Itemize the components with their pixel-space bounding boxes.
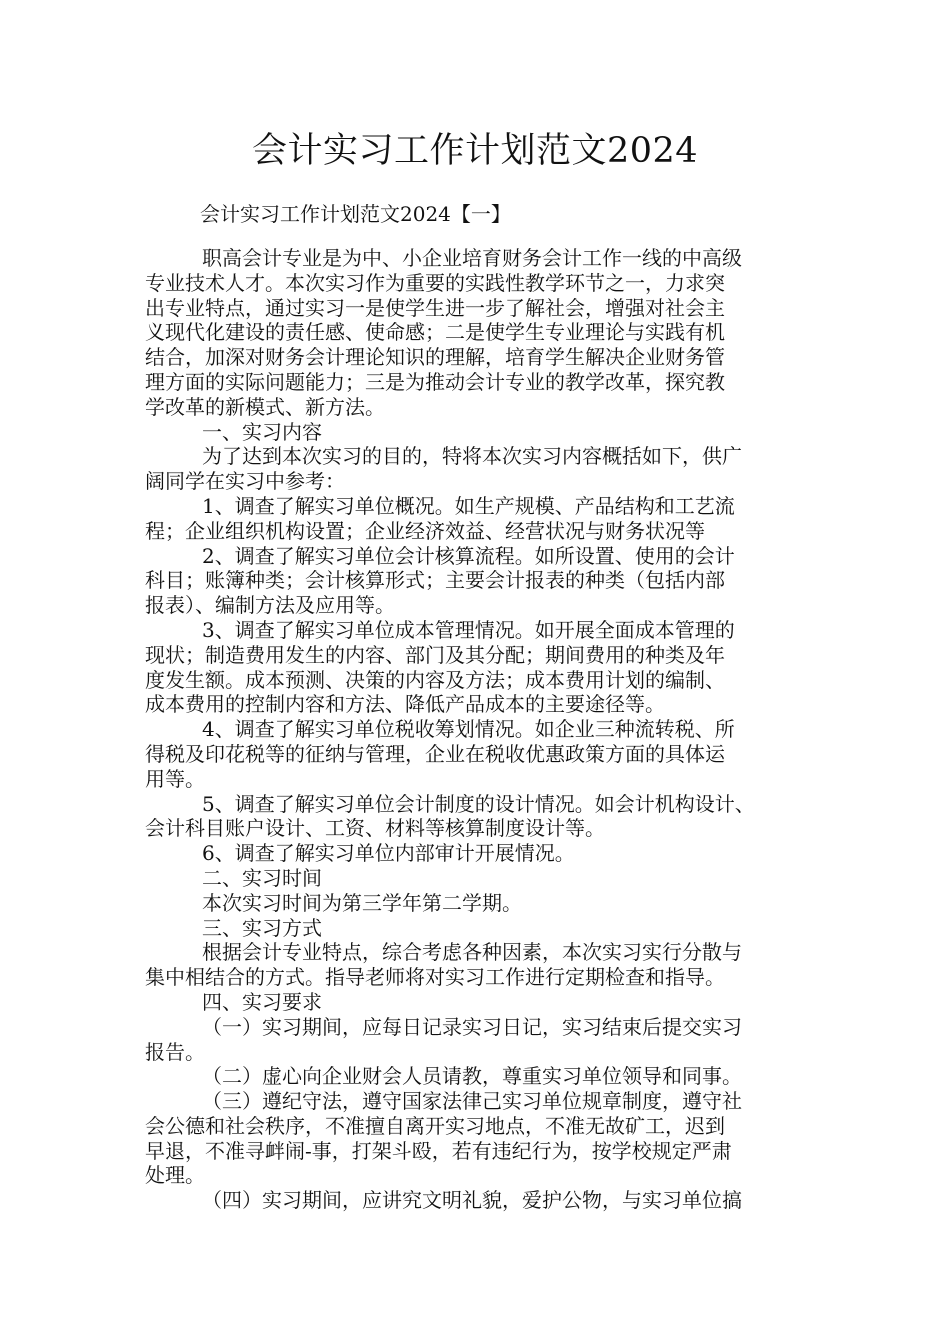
paragraph-line: 会计科目账户设计、工资、材料等核算制度设计等。 <box>145 816 605 841</box>
paragraph-line: 学改革的新模式、新方法。 <box>145 394 385 419</box>
paragraph-line: （一）实习期间，应每日记录实习日记，实习结束后提交实习 <box>202 1014 742 1039</box>
paragraph-line: 得税及印花税等的征纳与管理，企业在税收优惠政策方面的具体运 <box>145 741 725 766</box>
paragraph-line: 本次实习时间为第三学年第二学期。 <box>202 890 522 915</box>
paragraph-line: 二、实习时间 <box>202 865 322 890</box>
paragraph-line: 处理。 <box>145 1163 205 1188</box>
paragraph-line: 为了达到本次实习的目的，特将本次实习内容概括如下，供广 <box>202 444 742 469</box>
paragraph-line: 3、调查了解实习单位成本管理情况。如开展全面成本管理的 <box>202 617 735 642</box>
paragraph-line: 一、实习内容 <box>202 419 322 444</box>
paragraph-line: 程；企业组织机构设置；企业经济效益、经营状况与财务状况等 <box>145 518 705 543</box>
paragraph-line: 1、调查了解实习单位概况。如生产规模、产品结构和工艺流 <box>202 493 735 518</box>
paragraph-line: 三、实习方式 <box>202 915 322 940</box>
paragraph-line: （二）虚心向企业财会人员请教，尊重实习单位领导和同事。 <box>202 1064 742 1089</box>
paragraph-line: （三）遵纪守法，遵守国家法律己实习单位规章制度，遵守社 <box>202 1089 742 1114</box>
paragraph-line: 报告。 <box>145 1039 205 1064</box>
paragraph-line: 成本费用的控制内容和方法、降低产品成本的主要途径等。 <box>145 692 665 717</box>
paragraph-line: 用等。 <box>145 766 205 791</box>
section-heading: 会计实习工作计划范文2024【一】 <box>200 202 511 226</box>
paragraph-line: 5、调查了解实习单位会计制度的设计情况。如会计机构设计、 <box>202 791 755 816</box>
paragraph-line: 4、调查了解实习单位税收筹划情况。如企业三种流转税、所 <box>202 717 735 742</box>
paragraph-line: 报表）、编制方法及应用等。 <box>145 593 395 618</box>
paragraph-line: 科目；账簿种类；会计核算形式；主要会计报表的种类（包括内部 <box>145 568 725 593</box>
document-body <box>145 246 817 1213</box>
paragraph-line: 职高会计专业是为中、小企业培育财务会计工作一线的中高级 <box>202 246 742 270</box>
paragraph-line: 专业技术人才。本次实习作为重要的实践性教学环节之一，力求突 <box>145 270 725 295</box>
paragraph-line: 会公德和社会秩序，不准擅自离开实习地点，不准无故矿工，迟到 <box>145 1113 725 1138</box>
paragraph-line: 度发生额。成本预测、决策的内容及方法；成本费用计划的编制、 <box>145 667 725 692</box>
paragraph-line: 理方面的实际问题能力；三是为推动会计专业的教学改革，探究教 <box>145 369 725 394</box>
paragraph-line: 根据会计专业特点，综合考虑各种因素，本次实习实行分散与 <box>202 940 742 965</box>
paragraph-line: 现状；制造费用发生的内容、部门及其分配；期间费用的种类及年 <box>145 642 725 667</box>
paragraph-line: 6、调查了解实习单位内部审计开展情况。 <box>202 841 575 866</box>
paragraph-line: （四）实习期间，应讲究文明礼貌，爱护公物，与实习单位搞 <box>202 1188 742 1213</box>
paragraph-line: 出专业特点，通过实习一是使学生进一步了解社会，增强对社会主 <box>145 295 725 320</box>
document-title: 会计实习工作计划范文2024 <box>251 131 699 171</box>
paragraph-line: 阔同学在实习中参考： <box>145 469 345 494</box>
paragraph-line: 四、实习要求 <box>202 989 322 1014</box>
paragraph-line: 2、调查了解实习单位会计核算流程。如所设置、使用的会计 <box>202 543 735 568</box>
paragraph-line: 义现代化建设的责任感、使命感；二是使学生专业理论与实践有机 <box>145 320 725 345</box>
paragraph-line: 结合，加深对财务会计理论知识的理解，培育学生解决企业财务管 <box>145 345 725 370</box>
paragraph-line: 早退，不准寻衅闹-事，打架斗殴，若有违纪行为，按学校规定严肃 <box>145 1138 732 1163</box>
paragraph-line: 集中相结合的方式。指导老师将对实习工作进行定期检查和指导。 <box>145 965 725 990</box>
